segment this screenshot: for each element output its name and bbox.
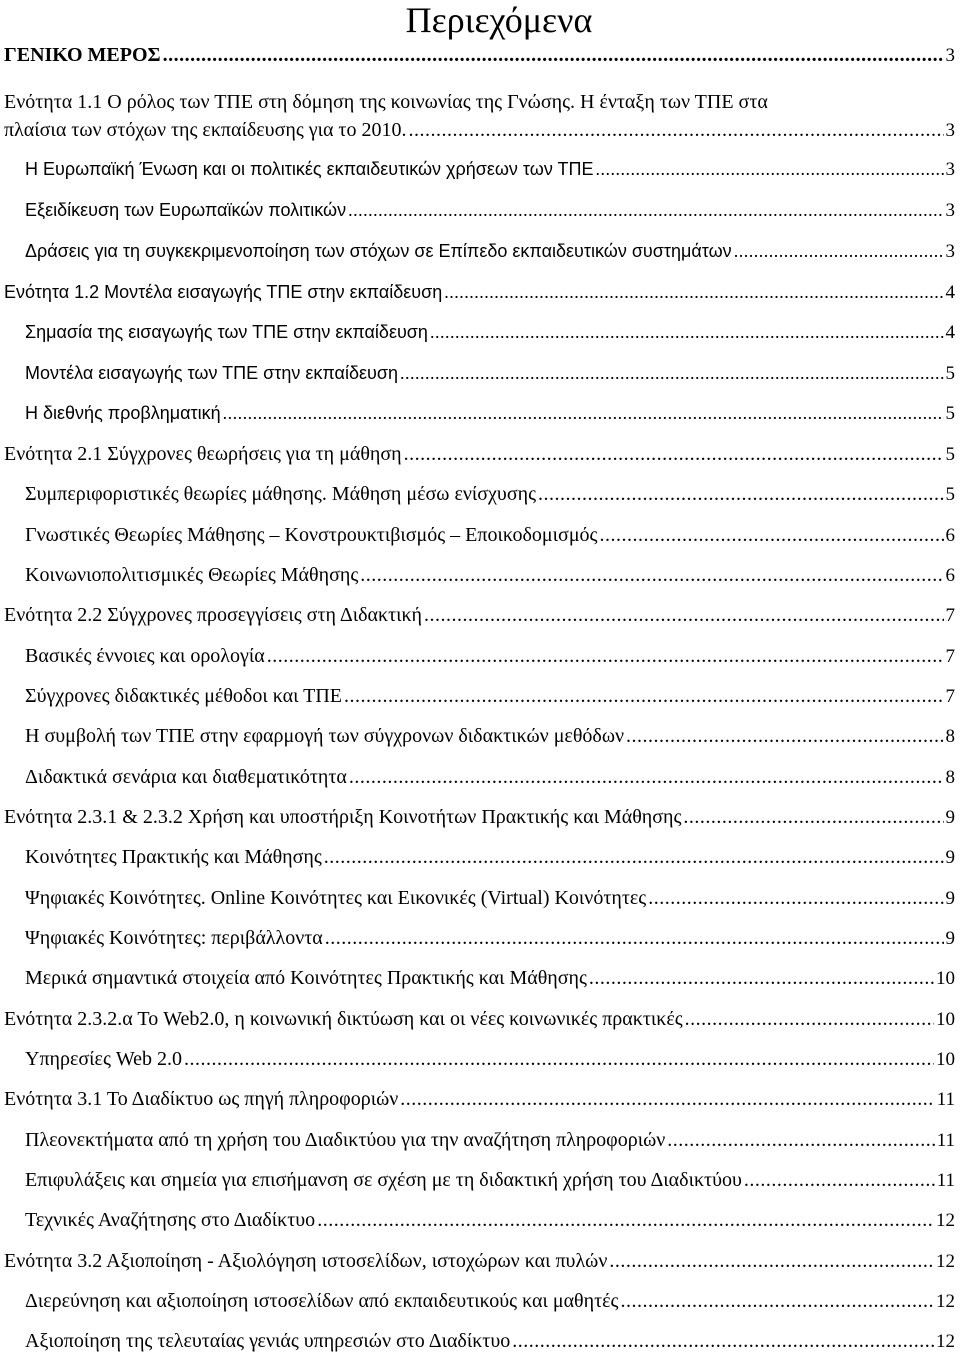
- dot-leader: [589, 964, 934, 992]
- toc-entry[interactable]: [25, 843, 955, 871]
- dot-leader: [348, 196, 943, 224]
- toc-page-number: 3: [945, 45, 955, 66]
- toc-page-number: 12: [936, 1210, 955, 1231]
- toc-entry-label: Διερεύνηση και αξιοποίηση ιστοσελίδων από εκπαιδευτικούς και μαθητές: [25, 1290, 619, 1312]
- toc-entry-label: Εξειδίκευση των Ευρωπαϊκών πολιτικών: [25, 200, 347, 220]
- toc-entry[interactable]: [25, 237, 955, 265]
- toc-entry[interactable]: [4, 1247, 955, 1275]
- toc-entry-line: [4, 116, 955, 144]
- toc-entry-label: Ψηφιακές Κοινότητες: περιβάλλοντα: [25, 927, 323, 949]
- toc-entry[interactable]: [25, 682, 955, 710]
- toc-entry-label: Ψηφιακές Κοινότητες. Online Κοινότητες και Εικονικές (Virtual) Κοινότητες: [25, 887, 647, 909]
- dot-leader: [683, 803, 943, 831]
- toc-page-number: 3: [945, 120, 955, 141]
- dot-leader: [609, 1247, 934, 1275]
- dot-leader: [648, 884, 943, 912]
- toc-entry-label: Ενότητα 1.1 Ο ρόλος των ΤΠΕ στη δόμηση της κοινωνίας της Γνώσης. Η ένταξη των ΤΠΕ στα: [4, 91, 768, 113]
- dot-leader: [626, 722, 943, 750]
- toc-entry-label: Πλεονεκτήματα από τη χρήση του Διαδικτύου για την αναζήτηση πληροφοριών: [25, 1129, 666, 1151]
- toc-entry-label: Κοινότητες Πρακτικής και Μάθησης: [25, 846, 322, 868]
- toc-entry[interactable]: [25, 359, 955, 387]
- toc-entry[interactable]: [25, 1045, 955, 1073]
- toc-entry[interactable]: [25, 924, 955, 952]
- toc-page-number: 8: [945, 726, 955, 747]
- toc-entry-label: Αξιοποίηση της τελευταίας γενιάς υπηρεσιών στο Διαδίκτυο: [25, 1330, 511, 1352]
- toc-page-number: 5: [945, 444, 955, 465]
- toc-entry[interactable]: [25, 884, 955, 912]
- dot-leader: [538, 480, 944, 508]
- toc-page-number: 12: [936, 1291, 955, 1312]
- dot-leader: [444, 278, 943, 306]
- dot-leader: [184, 1045, 934, 1073]
- toc-page-number: 3: [945, 241, 955, 262]
- toc-page-number: 9: [945, 888, 955, 909]
- toc-page-number: 9: [945, 928, 955, 949]
- toc-entry-label: Τεχνικές Αναζήτησης στο Διαδίκτυο: [25, 1209, 316, 1231]
- toc-page-number: 11: [936, 1170, 955, 1191]
- dot-leader: [267, 642, 944, 670]
- toc-page-number: 11: [936, 1130, 955, 1151]
- toc-page-number: 10: [936, 1009, 955, 1030]
- toc-page-number: 4: [945, 322, 955, 343]
- toc-page-number: 7: [945, 605, 955, 626]
- toc-entry-label: Σημασία της εισαγωγής των ΤΠΕ στην εκπαίδευση: [25, 322, 428, 342]
- toc-entry-label: Υπηρεσίες Web 2.0: [25, 1048, 183, 1070]
- toc-entry-label: πλαίσια των στόχων της εκπαίδευσης για το 2010.: [4, 119, 407, 141]
- toc-page-number: 10: [936, 968, 955, 989]
- toc-page-number: 9: [945, 807, 955, 828]
- dot-leader: [400, 359, 944, 387]
- dot-leader: [430, 318, 944, 346]
- toc-entry[interactable]: [4, 440, 955, 468]
- toc-entry-label: Ενότητα 3.1 Το Διαδίκτυο ως πηγή πληροφοριών: [4, 1088, 399, 1110]
- toc-entry[interactable]: [4, 88, 955, 144]
- dot-leader: [325, 924, 944, 952]
- toc-entry-label: Ενότητα 1.2 Μοντέλα εισαγωγής ΤΠΕ στην εκπαίδευση: [4, 282, 443, 302]
- dot-leader: [223, 399, 944, 427]
- toc-entry-label: Ενότητα 3.2 Αξιοποίηση - Αξιολόγηση ιστοσελίδων, ιστοχώρων και πυλών: [4, 1250, 608, 1272]
- dot-leader: [349, 763, 944, 791]
- dot-leader: [324, 843, 944, 871]
- toc-entry-label: Σύγχρονες διδακτικές μέθοδοι και ΤΠΕ: [25, 685, 342, 707]
- toc-entry[interactable]: [25, 763, 955, 791]
- toc-entry-label: Γνωστικές Θεωρίες Μάθησης – Κονστρουκτιβισμός – Εποικοδομισμός: [25, 524, 598, 546]
- dot-leader: [404, 440, 944, 468]
- toc-entry-label: Επιφυλάξεις και σημεία για επισήμανση σε σχέση με τη διδακτική χρήση του Διαδικτύου: [25, 1169, 742, 1191]
- toc-page-number: 4: [945, 282, 955, 303]
- toc-entry[interactable]: [4, 278, 955, 306]
- dot-leader: [317, 1206, 934, 1234]
- toc-entry-label: Συμπεριφοριστικές θεωρίες μάθησης. Μάθηση μέσω ενίσχυσης: [25, 483, 536, 505]
- toc-entry[interactable]: [4, 803, 955, 831]
- toc-page-number: 7: [945, 686, 955, 707]
- toc-entry-label: Δράσεις για τη συγκεκριμενοποίηση των στόχων σε Επίπεδο εκπαιδευτικών συστημάτων: [25, 241, 732, 261]
- toc-entry[interactable]: [25, 964, 955, 992]
- dot-leader: [424, 601, 943, 629]
- toc-page-number: 6: [945, 565, 955, 586]
- toc-entry[interactable]: [25, 196, 955, 224]
- toc-entry-label: Ενότητα 2.3.1 & 2.3.2 Χρήση και υποστήριξη Κοινοτήτων Πρακτικής και Μάθησης: [4, 806, 682, 828]
- toc-page-number: 5: [945, 403, 955, 424]
- dot-leader: [408, 116, 943, 144]
- toc-page-number: 9: [945, 847, 955, 868]
- toc-entry[interactable]: [25, 155, 955, 183]
- toc-entry-label: ΓΕΝΙΚΟ ΜΕΡΟΣ: [4, 44, 161, 66]
- dot-leader: [344, 682, 944, 710]
- toc-entry[interactable]: [25, 1206, 955, 1234]
- toc-page-number: 3: [945, 200, 955, 221]
- toc-page-number: 11: [936, 1089, 955, 1110]
- toc-page-number: 5: [945, 363, 955, 384]
- dot-leader: [163, 41, 944, 69]
- toc-page-number: 12: [936, 1251, 955, 1272]
- toc-entry-label: Ενότητα 2.1 Σύγχρονες θεωρήσεις για τη μάθηση: [4, 443, 402, 465]
- toc-page-number: 5: [945, 484, 955, 505]
- toc-entry[interactable]: [25, 1166, 955, 1194]
- toc-entry-label: Διδακτικά σενάρια και διαθεματικότητα: [25, 766, 347, 788]
- dot-leader: [360, 561, 943, 589]
- toc-page-number: 8: [945, 767, 955, 788]
- toc-entry-label: Βασικές έννοιες και ορολογία: [25, 645, 265, 667]
- toc-entry[interactable]: [25, 642, 955, 670]
- toc-entry[interactable]: [25, 521, 955, 549]
- dot-leader: [599, 521, 943, 549]
- toc-entry[interactable]: [4, 1005, 955, 1033]
- toc-entry[interactable]: [25, 1126, 955, 1154]
- dot-leader: [667, 1126, 934, 1154]
- toc-entry[interactable]: [4, 601, 955, 629]
- toc-entry[interactable]: [25, 1327, 955, 1355]
- toc-entry[interactable]: [4, 41, 955, 69]
- toc-entry-label: Η Ευρωπαϊκή Ένωση και οι πολιτικές εκπαιδευτικών χρήσεων των ΤΠΕ: [25, 159, 594, 179]
- toc-entry-label: Μοντέλα εισαγωγής των ΤΠΕ στην εκπαίδευση: [25, 363, 398, 383]
- dot-leader: [744, 1166, 935, 1194]
- toc-entry[interactable]: [25, 399, 955, 427]
- toc-entry[interactable]: [25, 722, 955, 750]
- dot-leader: [685, 1005, 934, 1033]
- toc-entry[interactable]: [4, 1085, 955, 1113]
- toc-page-number: 6: [945, 525, 955, 546]
- toc-entry-label: Η διεθνής προβληματική: [25, 403, 221, 423]
- dot-leader: [620, 1287, 934, 1315]
- dot-leader: [596, 155, 944, 183]
- toc-entry-label: Ενότητα 2.2 Σύγχρονες προσεγγίσεις στη Διδακτική: [4, 604, 423, 626]
- toc-page-number: 12: [936, 1331, 955, 1352]
- toc-entry[interactable]: [25, 480, 955, 508]
- toc-entry[interactable]: [25, 561, 955, 589]
- dot-leader: [512, 1327, 934, 1355]
- toc-entry-label: Κοινωνιοπολιτισμικές Θεωρίες Μάθησης: [25, 564, 359, 586]
- toc-entry-label: Ενότητα 2.3.2.α Το Web2.0, η κοινωνική δικτύωση και οι νέες κοινωνικές πρακτικές: [4, 1008, 683, 1030]
- toc-entry[interactable]: [25, 318, 955, 346]
- toc-entry-label: Μερικά σημαντικά στοιχεία από Κοινότητες Πρακτικής και Μάθησης: [25, 967, 587, 989]
- dot-leader: [400, 1085, 934, 1113]
- page-title: Περιεχόμενα: [405, 0, 593, 40]
- toc-page-number: 3: [945, 159, 955, 180]
- dot-leader: [734, 237, 944, 265]
- toc-entry[interactable]: [25, 1287, 955, 1315]
- toc-page-number: 7: [945, 646, 955, 667]
- toc-page-number: 10: [936, 1049, 955, 1070]
- toc-entry-label: Η συμβολή των ΤΠΕ στην εφαρμογή των σύγχρονων διδακτικών μεθόδων: [25, 725, 625, 747]
